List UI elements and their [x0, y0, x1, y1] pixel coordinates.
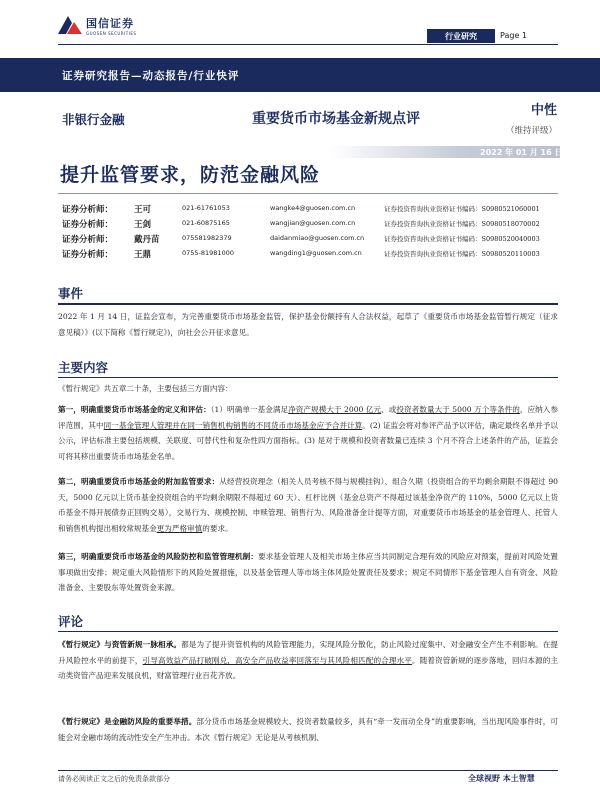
point-1-text: 。(2) 证监会将对参评产品予以评估，确定最终名单并予以公示，评估标准主要包括规模、关联度、可替代性和复杂性四方面指标。(3) 是对于规模和投资者数量已连续 3 个月不符合上述条件的产品，证监会可将其移出重要货币市场基金名单。 [58, 420, 558, 461]
footer-slogan: 全球视野 本土智慧 [468, 773, 535, 783]
point-1-underline: 同一基金管理人管理并在同一销售机构销售的不同货币市场基金应予合并计算 [103, 420, 363, 430]
brand-name-en: GUOSEN SECURITIES [86, 30, 137, 36]
point-2-heading: 第二，明确重要货币市场基金的附加监管要求： [58, 477, 220, 486]
analyst-email[interactable]: wangjian@guosen.com.cn [270, 219, 356, 227]
comment-2-text: 部分货币市场基金规模较大、投资者数量较多，具有“牵一发而动全身”的重要影响，当出现风险事件时，可能会对金融市场的流动性安全产生冲击。本次《暂行规定》无论是从考核机制、 [58, 717, 559, 742]
title-divider [58, 193, 558, 194]
analyst-row [62, 233, 562, 248]
analyst-label: 证券分析师： [62, 250, 114, 260]
analyst-label: 证券分析师： [62, 235, 114, 245]
analyst-row [62, 218, 562, 233]
analyst-name: 王鼎 [134, 250, 152, 260]
analyst-row [62, 203, 562, 218]
analyst-phone: 075581982379 [182, 234, 232, 242]
report-type-tag: 行业研究 [427, 29, 495, 43]
comment-2-heading: 《暂行规定》是金融防风险的重要举措。 [58, 717, 197, 726]
brand-logo [58, 14, 136, 36]
analyst-email[interactable]: daidanmiao@guosen.com.cn [270, 234, 365, 242]
event-paragraph: 2022 年 1 月 14 日，证监会宣布，为完善重要货币市场基金监管，保护基金份额持有人合法权益，起草了《重要货币市场基金监管暂行规定（征求意见稿）》(以下简称《暂行规定》)，向社会公开征求意见。 [58, 312, 558, 337]
point-3-text: 要求基金管理人及相关市场主体应当共同制定合理有效的风险应对预案，提前对风险处置事项做出安排；规定重大风险情形下的风险处置措施，以及基金管理人等市场主体风险处置责任及要求；规定不同情形下基金管理人自有资金、风险准备金、主要股东等处置资金来源。 [58, 552, 559, 592]
analyst-name: 王剑 [134, 220, 152, 230]
point-1-text: ，应纳入参评范围，其中 [58, 405, 559, 430]
main-intro: 《暂行规定》共五章二十条，主要包括三方面内容： [58, 384, 233, 393]
analyst-phone: 021-61761053 [182, 204, 230, 212]
analyst-name: 戴丹苗 [134, 235, 160, 245]
comment-1-heading: 《暂行规定》与资管新规一脉相承。 [58, 640, 182, 649]
rating-note: （维持评级） [506, 126, 558, 136]
point-1-heading: 第一，明确重要货币市场基金的定义和评估： [58, 405, 211, 414]
analyst-phone: 0755-81981000 [182, 249, 234, 257]
section-title-event: 事件 [58, 286, 84, 301]
analyst-cert: 证券投资咨询执业资格证书编码：S0980518070002 [384, 220, 540, 228]
page-number: Page 1 [500, 31, 527, 40]
analyst-cert: 证券投资咨询执业资格证书编码：S0980520040003 [384, 235, 540, 243]
point-3-heading: 第三，明确重要货币市场基金的风险防控和监管管理机制： [58, 552, 259, 561]
analyst-label: 证券分析师： [62, 205, 114, 215]
report-category: 证券研究报告—动态报告/行业快评 [62, 70, 240, 82]
point-2-text: 的要求。 [202, 523, 233, 533]
analyst-row [62, 248, 562, 263]
analyst-list [62, 203, 562, 263]
point-1-text: 、或 [381, 405, 397, 414]
point-1-underline: 净资产规模大于 2000 亿元 [288, 405, 382, 414]
comment-1-underline: 引导高效益产品打破刚兑，高安全产品收益率回落至与其风险相匹配的合理水平 [142, 655, 412, 665]
point-2-underline: 更为严格审慎 [156, 523, 203, 533]
brand-name: 国信证券 [86, 16, 134, 30]
comment-1-text: 都是为了提升资管机构的风险管理能力，实现风险分散化，防止风险过度集中、对金融安全产生不利影响。在提升风险控水平的前提下， [58, 640, 559, 665]
main-point-3 [58, 549, 558, 596]
analyst-cert: 证券投资咨询执业资格证书编码：S0980521060001 [384, 205, 540, 213]
analyst-email[interactable]: wangding1@guosen.com.cn [270, 249, 362, 257]
main-point-1 [58, 402, 558, 464]
section-divider [58, 377, 558, 378]
analyst-phone: 021-60875165 [182, 219, 230, 227]
footer-disclaimer: 请务必阅读正文之后的免责条款部分 [58, 775, 170, 783]
point-2-text: 从经营投资理念（相关人员考核不得与规模挂钩）、组合久期（投资组合的平均剩余期限不得超过 90 天，5000 亿元以上货币基金投资组合的平均剩余期限不得超过 60 天）、杠杆比例（基金总资产不得超过该基金净资产的 110%，5000 亿元以上货币基金不得开展债券正回购交易），交易行为、规模控制、申赎管理、销售行为、风险准备金计提等方面，对重要货币市场基金的基金管理人、托管人和销售机构提出相较常规基金 [58, 477, 559, 533]
sector-label: 非银行金融 [62, 112, 125, 127]
point-1-underline: 投资者数量大于 5000 万个等条件的 [396, 405, 520, 414]
page-title: 提升监管要求，防范金融风险 [60, 164, 321, 186]
point-1-text: （1）明确单一基金满足 [210, 405, 289, 414]
section-title-comment: 评论 [58, 614, 84, 629]
section-divider [58, 631, 558, 632]
comment-paragraph-2 [58, 714, 558, 745]
analyst-email[interactable]: wangke4@guosen.com.cn [270, 204, 356, 212]
report-date: 2022 年 01 月 16 日 [480, 148, 563, 157]
footer-divider [58, 770, 558, 771]
analyst-name: 王可 [134, 205, 152, 215]
header-divider [58, 44, 558, 45]
section-title-main: 主要内容 [58, 360, 109, 375]
section-divider [58, 303, 558, 305]
comment-1-text: 。随着资管新规的逐步落地，回归本源的主动类资管产品迎来发展良机，财富管理行业百花齐放。 [58, 655, 559, 680]
comment-paragraph-1 [58, 637, 558, 684]
analyst-label: 证券分析师： [62, 220, 114, 230]
rating-value: 中性 [531, 103, 558, 118]
guosen-logo-icon [58, 14, 82, 36]
main-point-2 [58, 474, 558, 536]
analyst-cert: 证券投资咨询执业资格证书编码：S0980520110003 [384, 250, 540, 258]
report-subtitle: 重要货币市场基金新规点评 [252, 111, 420, 127]
